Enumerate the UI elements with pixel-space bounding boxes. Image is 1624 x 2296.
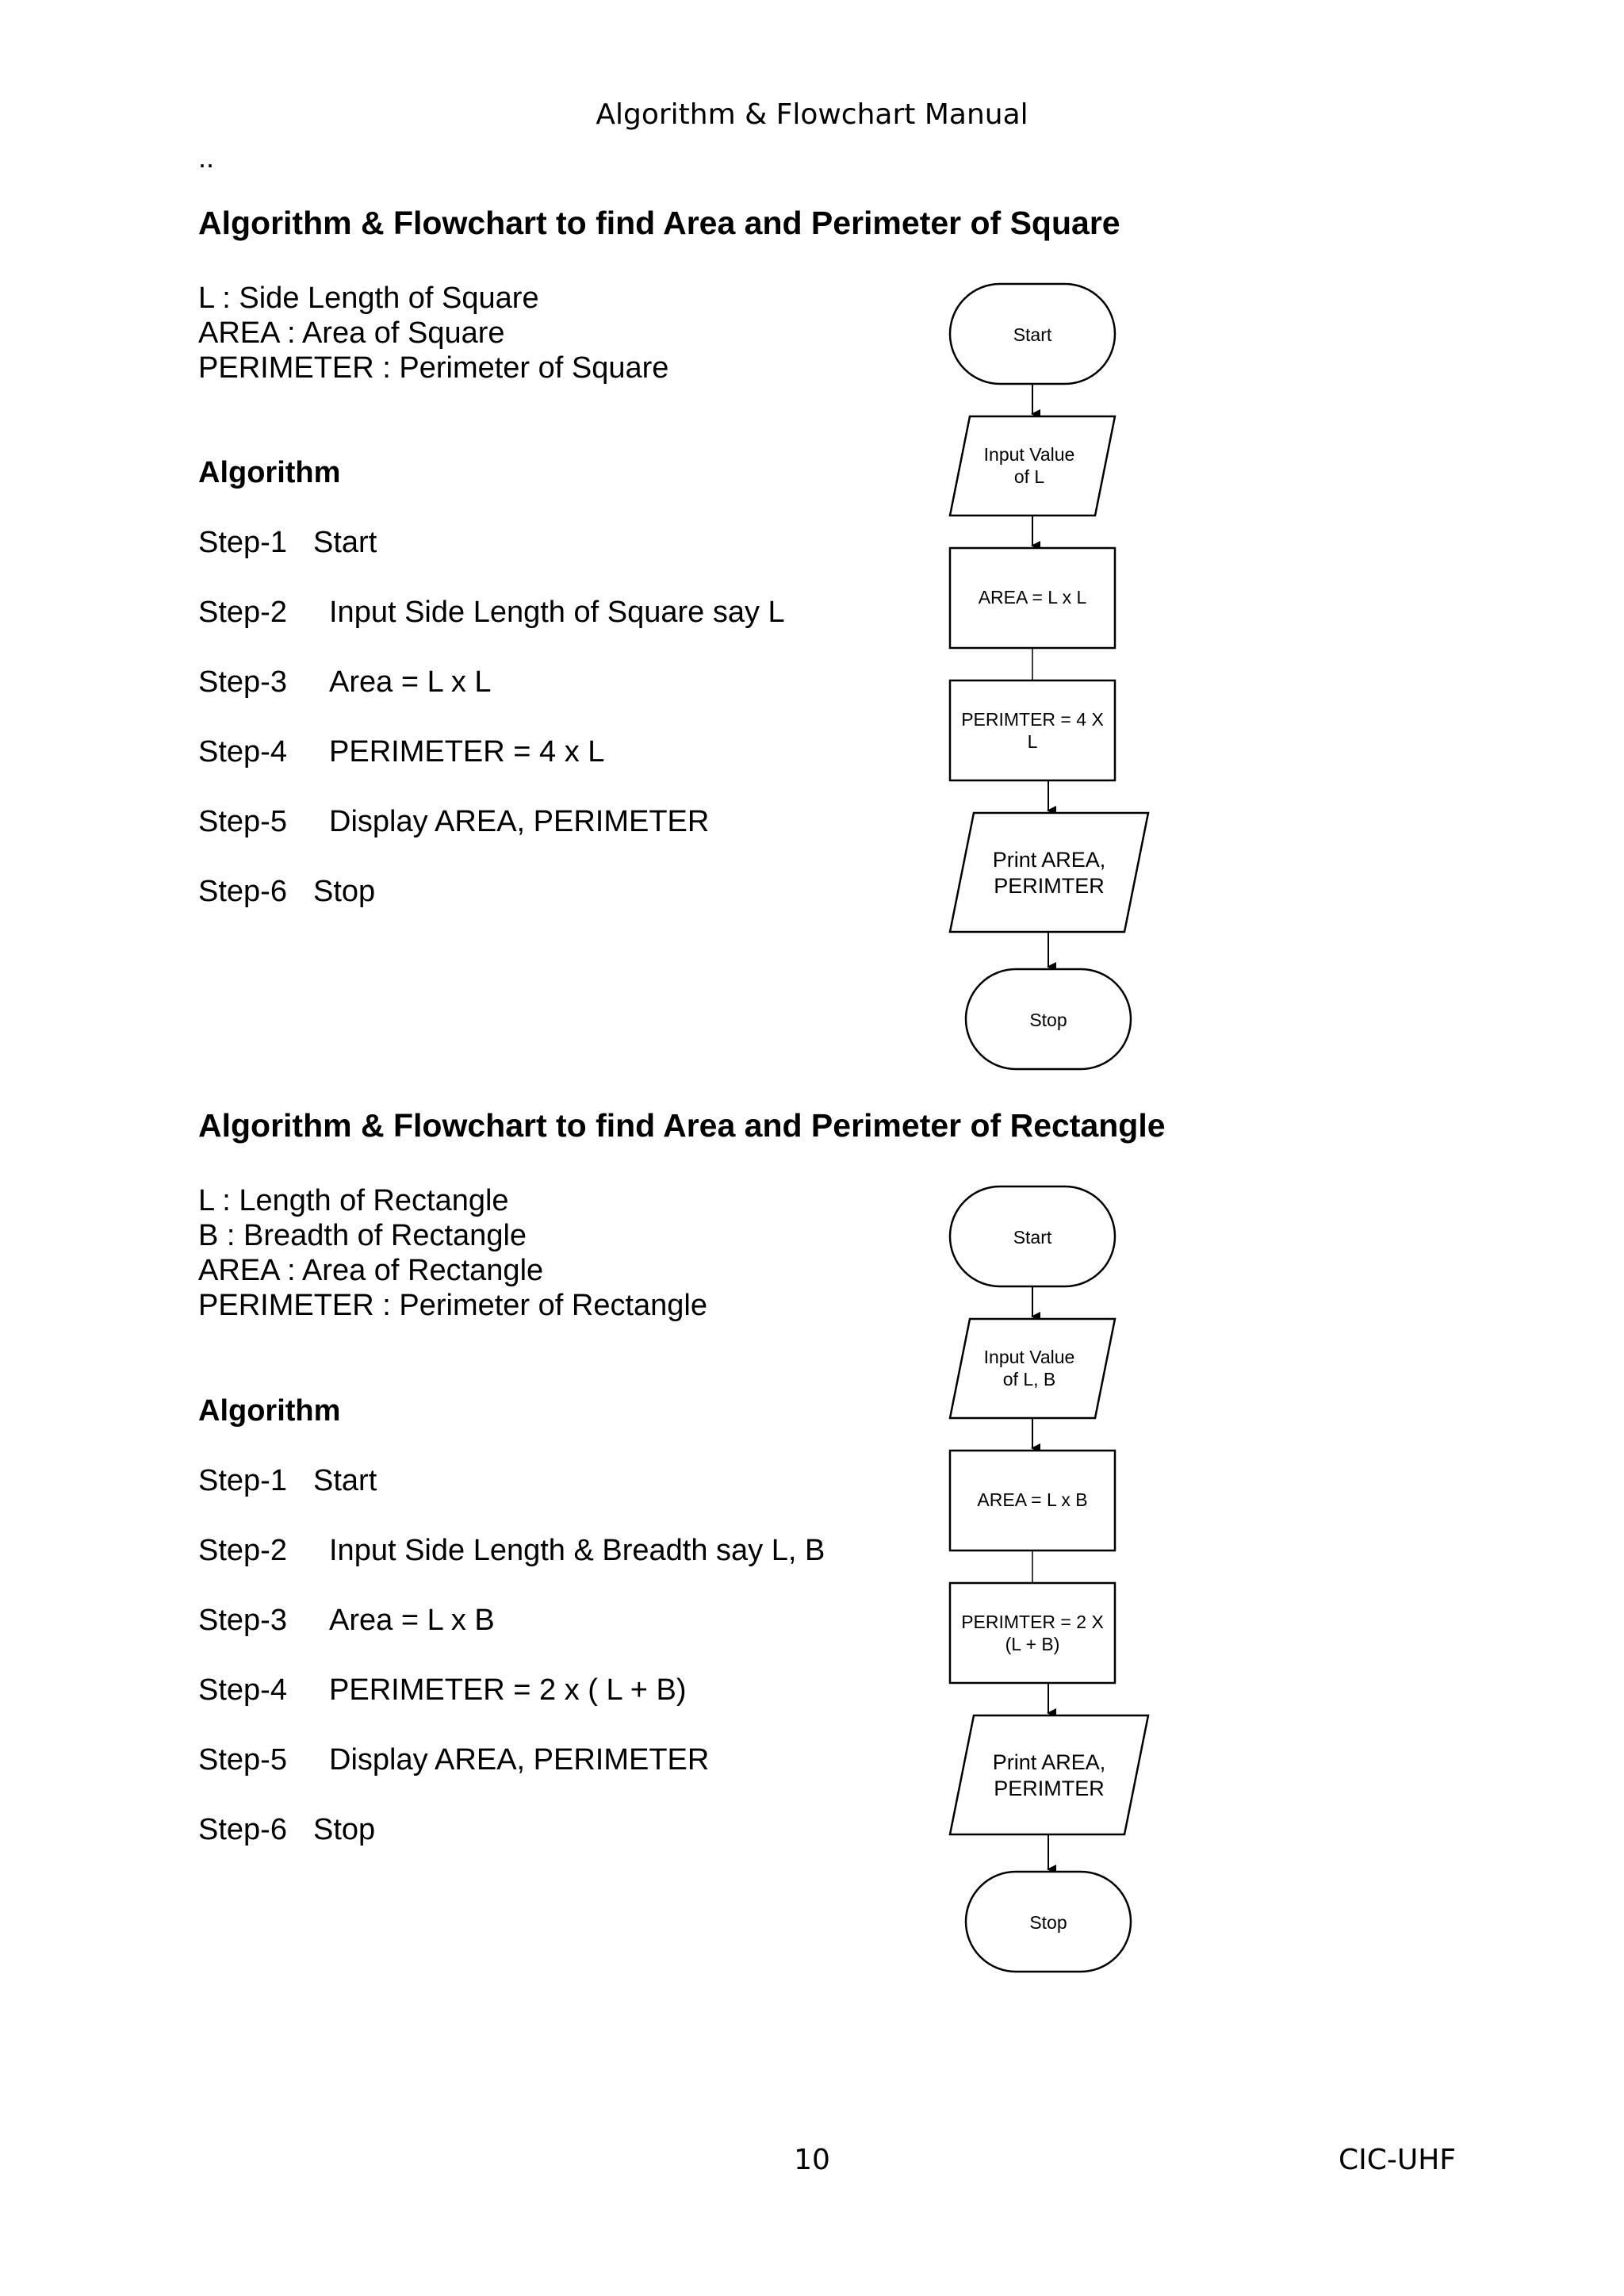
flow-perimeter-process — [950, 680, 1115, 780]
flow-stop-terminal — [966, 969, 1131, 1069]
rectangle-section-title: Algorithm & Flowchart to find Area and Perimeter of Rectangle — [198, 1107, 1166, 1144]
step-label: Step-4 — [198, 1673, 287, 1707]
step-label: Step-3 — [198, 1604, 287, 1637]
step-text: Start — [313, 1464, 377, 1497]
flow-stop-terminal — [966, 1872, 1131, 1972]
rect-var-area: AREA : Area of Rectangle — [198, 1254, 544, 1287]
page-number: 10 — [794, 2144, 830, 2176]
step-label: Step-2 — [198, 1534, 287, 1567]
flow-print-parallelogram — [950, 813, 1148, 932]
step-text: Input Side Length of Square say L — [329, 596, 785, 629]
rectangle-flowchart — [936, 1180, 1174, 1981]
flow-area-process — [950, 548, 1115, 648]
rectangle-algorithm-heading: Algorithm — [198, 1394, 341, 1428]
flow-print-parallelogram — [950, 1715, 1148, 1834]
square-step-1 — [198, 526, 377, 560]
step-text: Display AREA, PERIMETER — [329, 805, 710, 838]
flow-print-line1: Print AREA, — [992, 1750, 1106, 1774]
step-label: Step-5 — [198, 1743, 287, 1777]
square-var-area: AREA : Area of Square — [198, 316, 505, 350]
rectangle-variables — [198, 1183, 707, 1323]
step-text: PERIMETER = 4 x L — [329, 735, 605, 769]
flow-stop-label: Stop — [1029, 1010, 1067, 1030]
square-variables — [198, 281, 668, 385]
step-text: Stop — [313, 1813, 376, 1846]
flow-area-label: AREA = L x L — [978, 587, 1087, 608]
flow-start-terminal — [950, 284, 1115, 384]
rect-var-l: L : Length of Rectangle — [198, 1184, 509, 1217]
step-label: Step-3 — [198, 665, 287, 699]
flow-input-parallelogram — [950, 416, 1115, 516]
rect-step-6 — [198, 1813, 375, 1847]
flow-start-label: Start — [1013, 324, 1052, 345]
step-label: Step-1 — [198, 1464, 287, 1497]
square-algorithm-heading: Algorithm — [198, 456, 341, 489]
square-section-title: Algorithm & Flowchart to find Area and Perimeter of Square — [198, 205, 1120, 241]
flow-input-line2: of L, B — [1002, 1369, 1056, 1389]
step-text: Area = L x B — [329, 1604, 495, 1637]
rect-var-b: B : Breadth of Rectangle — [198, 1219, 527, 1252]
rect-step-4 — [198, 1673, 687, 1708]
flow-area-process — [950, 1451, 1115, 1550]
flow-input-line2: of L — [1013, 466, 1045, 487]
rect-step-5 — [198, 1743, 709, 1777]
rect-var-perimeter: PERIMETER : Perimeter of Rectangle — [198, 1289, 707, 1322]
square-var-perimeter: PERIMETER : Perimeter of Square — [198, 351, 669, 385]
step-label: Step-1 — [198, 526, 287, 559]
step-label: Step-5 — [198, 805, 287, 838]
rect-step-3 — [198, 1604, 495, 1638]
flow-area-label: AREA = L x B — [977, 1489, 1088, 1510]
flow-perimeter-line2: (L + B) — [1005, 1634, 1060, 1654]
square-step-2 — [198, 596, 785, 630]
square-step-6 — [198, 875, 375, 909]
flow-stop-label: Stop — [1029, 1912, 1067, 1933]
square-step-4 — [198, 735, 604, 769]
step-text: Area = L x L — [329, 665, 492, 699]
page-header-title: Algorithm & Flowchart Manual — [596, 98, 1028, 131]
square-var-l: L : Side Length of Square — [198, 282, 539, 315]
flow-perimeter-process — [950, 1583, 1115, 1683]
flow-start-terminal — [950, 1186, 1115, 1286]
step-text: Start — [313, 526, 377, 559]
step-text: Display AREA, PERIMETER — [329, 1743, 710, 1777]
square-step-3 — [198, 665, 492, 700]
header-dots: .. — [198, 141, 215, 174]
step-text: Stop — [313, 875, 376, 908]
rect-step-1 — [198, 1464, 377, 1498]
flow-print-line1: Print AREA, — [992, 848, 1106, 872]
flow-perimeter-line1: PERIMTER = 2 X — [961, 1612, 1104, 1632]
step-text: PERIMETER = 2 x ( L + B) — [329, 1673, 687, 1707]
flow-input-parallelogram — [950, 1319, 1115, 1418]
step-label: Step-6 — [198, 1813, 287, 1846]
rect-step-2 — [198, 1534, 825, 1568]
square-step-5 — [198, 805, 709, 839]
flow-input-line1: Input Value — [983, 1347, 1075, 1367]
step-label: Step-4 — [198, 735, 287, 769]
step-label: Step-6 — [198, 875, 287, 908]
step-label: Step-2 — [198, 596, 287, 629]
step-text: Input Side Length & Breadth say L, B — [329, 1534, 825, 1567]
flow-input-line1: Input Value — [983, 444, 1075, 465]
flow-start-label: Start — [1013, 1227, 1052, 1248]
flow-print-line2: PERIMTER — [994, 1777, 1105, 1800]
flow-perimeter-line2: L — [1027, 731, 1038, 752]
flow-perimeter-line1: PERIMTER = 4 X — [961, 709, 1104, 730]
footer-org: CIC-UHF — [1339, 2144, 1457, 2176]
square-flowchart — [936, 278, 1174, 1079]
flow-print-line2: PERIMTER — [994, 874, 1105, 898]
